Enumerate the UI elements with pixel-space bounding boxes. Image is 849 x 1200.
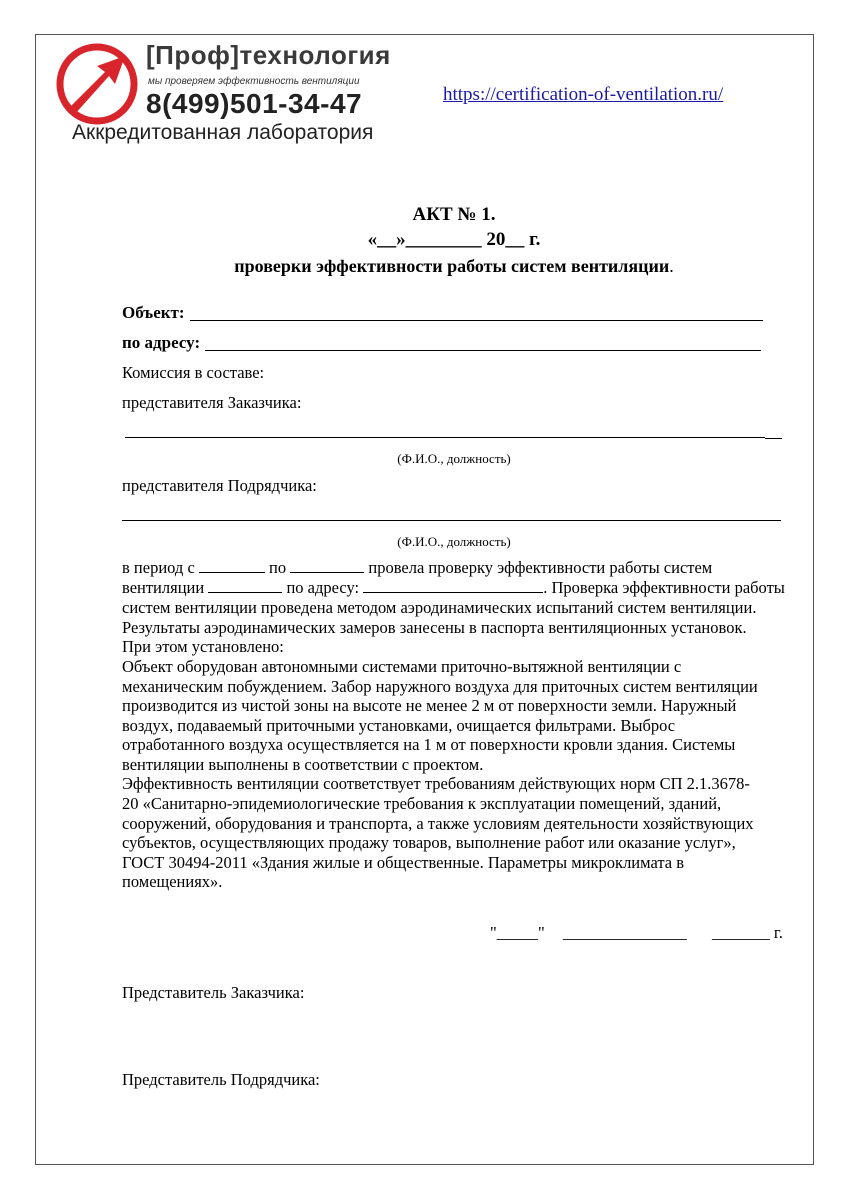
sign-date-month: _______________ xyxy=(563,923,687,942)
fio-caption-2: (Ф.И.О., должность) xyxy=(397,534,511,549)
site-link[interactable]: https://certification-of-ventilation.ru/ xyxy=(443,84,724,105)
body-line: Эффективность вентиляции соответствует требованиям действующих норм СП 2.1.3678- xyxy=(122,774,750,793)
body-line: При этом установлено: xyxy=(122,637,284,656)
body-line: сооружений, оборудования и транспорта, а также условиям деятельности хозяйствующих xyxy=(122,814,754,833)
act-subtitle-text: проверки эффективности работы систем вентиляции xyxy=(234,256,670,276)
body-line: воздух, подаваемый приточными установками, очищается фильтрами. Выброс xyxy=(122,716,676,735)
act-date-line: «__»________ 20__ г. xyxy=(367,229,541,250)
logo-brand-bracket: [Проф] xyxy=(146,40,240,70)
customer-signature-label: Представитель Заказчика: xyxy=(122,983,305,1002)
body-line-2-rest: . Проверка эффективности работы xyxy=(543,578,785,597)
logo-lab: Аккредитованная лаборатория xyxy=(72,121,374,144)
address-label: по адресу: xyxy=(122,333,201,352)
body-line: ГОСТ 30494-2011 «Здания жилые и общественные. Параметры микроклимата в xyxy=(122,853,685,872)
ventilation-label: вентиляции xyxy=(122,578,205,597)
body-line: отработанного воздуха осуществляется на 1 м от поверхности кровли здания. Системы xyxy=(122,735,736,754)
period-to-label: по xyxy=(269,558,287,577)
period-from-blank xyxy=(199,558,265,573)
body-line: субъектов, осуществляющих продажу товаров, выполнение работ или оказание услуг», xyxy=(122,833,736,852)
address-line xyxy=(205,350,761,351)
body-line: 20 «Санитарно-эпидемиологические требования к эксплуатации помещений, зданий, xyxy=(122,794,722,813)
logo-tagline: мы проверяем эффективность вентиляции xyxy=(148,76,360,87)
body-line: Результаты аэродинамических замеров занесены в паспорта вентиляционных установок. xyxy=(122,618,747,637)
customer-rep-line-end xyxy=(765,438,782,439)
body-line: помещениях». xyxy=(122,872,223,891)
logo-arrow-icon xyxy=(55,42,139,126)
sign-date-year: _______ г. xyxy=(712,923,783,942)
period-to-blank xyxy=(290,558,364,573)
period-rest: провела проверку эффективности работы систем xyxy=(368,558,713,577)
sign-date-day: "_____" xyxy=(490,923,545,942)
customer-rep-label: представителя Заказчика: xyxy=(122,393,302,412)
object-label: Объект: xyxy=(122,303,185,322)
customer-rep-line xyxy=(125,437,765,438)
logo-brand-rest: технология xyxy=(239,40,391,70)
logo-brand xyxy=(146,40,391,71)
period-from-label: в период с xyxy=(122,558,195,577)
contractor-rep-label: представителя Подрядчика: xyxy=(122,476,317,495)
fio-caption-1: (Ф.И.О., должность) xyxy=(397,451,511,466)
body-line: систем вентиляции проведена методом аэродинамических испытаний систем вентиляции. xyxy=(122,598,757,617)
act-subtitle-end: . xyxy=(669,256,674,276)
body-line: механическим побуждением. Забор наружного воздуха для приточных систем вентиляции xyxy=(122,677,758,696)
body-line: производится из чистой зоны на высоте не менее 2 м от поверхности земли. Наружный xyxy=(122,696,737,715)
contractor-signature-label: Представитель Подрядчика: xyxy=(122,1070,320,1089)
body-line-1 xyxy=(122,558,802,578)
logo-phone: 8(499)501-34-47 xyxy=(146,88,363,119)
body-line: Объект оборудован автономными системами приточно-вытяжной вентиляции с xyxy=(122,657,682,676)
contractor-rep-line xyxy=(122,520,781,521)
act-subtitle xyxy=(0,256,849,277)
body-line-2 xyxy=(122,578,802,598)
commission-label: Комиссия в составе: xyxy=(122,363,265,382)
body-line: вентиляции выполнены в соответствии с проектом. xyxy=(122,755,484,774)
act-title: АКТ № 1. xyxy=(412,204,496,225)
ventilation-blank xyxy=(208,578,282,593)
body-address-blank xyxy=(363,578,543,593)
body-address-label: по адресу: xyxy=(286,578,360,597)
object-line xyxy=(190,320,763,321)
